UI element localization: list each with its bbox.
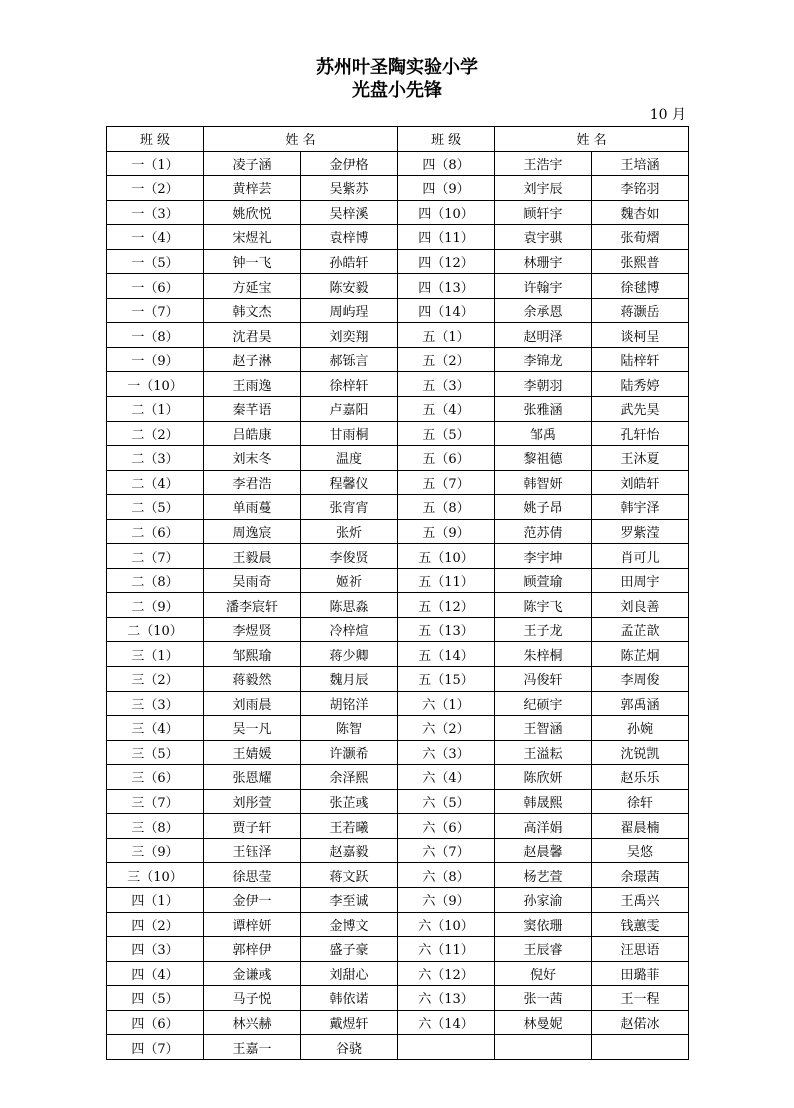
student-name-cell: 韩文杰 — [204, 298, 301, 323]
student-name-cell: 谈柯呈 — [592, 323, 689, 348]
student-name-cell: 刘良善 — [592, 593, 689, 618]
student-name-cell: 陈芷炯 — [592, 642, 689, 667]
class-cell: 二（2） — [107, 421, 204, 446]
class-cell: 二（10） — [107, 617, 204, 642]
student-name-cell: 潘李宸轩 — [204, 593, 301, 618]
class-cell: 五（4） — [398, 397, 495, 422]
class-cell: 三（4） — [107, 716, 204, 741]
student-name-cell: 郭梓伊 — [204, 937, 301, 962]
class-cell: 五（10） — [398, 544, 495, 569]
student-name-cell: 余承恩 — [495, 298, 592, 323]
student-name-cell: 沈锐凯 — [592, 740, 689, 765]
student-name-cell: 吴梓溪 — [301, 200, 398, 225]
student-name-cell: 吴一凡 — [204, 716, 301, 741]
student-name-cell: 钟一飞 — [204, 249, 301, 274]
month-label: 10 月 — [649, 107, 686, 123]
student-name-cell: 孟芷歆 — [592, 617, 689, 642]
student-name-cell: 许灏希 — [301, 740, 398, 765]
student-name-cell: 谭梓妍 — [204, 912, 301, 937]
table-row — [107, 887, 689, 912]
student-name-cell: 李君浩 — [204, 470, 301, 495]
table-row — [107, 667, 689, 692]
student-name-cell: 陆秀婷 — [592, 372, 689, 397]
table-row — [107, 838, 689, 863]
student-name-cell: 王智涵 — [495, 716, 592, 741]
table-row — [107, 716, 689, 741]
table-row — [107, 225, 689, 250]
class-cell: 五（11） — [398, 568, 495, 593]
class-cell: 五（3） — [398, 372, 495, 397]
student-name-cell: 孙皓轩 — [301, 249, 398, 274]
student-name-cell: 冯俊轩 — [495, 667, 592, 692]
student-name-cell: 孙家渝 — [495, 887, 592, 912]
class-cell: 三（10） — [107, 863, 204, 888]
table-row — [107, 151, 689, 176]
class-cell: 三（6） — [107, 765, 204, 790]
student-name-cell: 赵嘉毅 — [301, 838, 398, 863]
table-row — [107, 740, 689, 765]
student-name-cell: 温度 — [301, 446, 398, 471]
student-name-cell: 刘甜心 — [301, 961, 398, 986]
student-name-cell: 张一茜 — [495, 986, 592, 1011]
class-cell: 四（1） — [107, 887, 204, 912]
student-name-cell: 武先昊 — [592, 397, 689, 422]
student-name-cell: 蒋文跃 — [301, 863, 398, 888]
class-header: 班 级 — [398, 127, 495, 152]
student-name-cell: 倪好 — [495, 961, 592, 986]
student-name-cell: 王钰泽 — [204, 838, 301, 863]
class-cell: 五（1） — [398, 323, 495, 348]
class-cell: 六（2） — [398, 716, 495, 741]
student-name-cell: 刘末冬 — [204, 446, 301, 471]
student-name-cell: 甘雨桐 — [301, 421, 398, 446]
honor-roll-table — [106, 126, 689, 1060]
class-cell: 四（10） — [398, 200, 495, 225]
table-row — [107, 961, 689, 986]
class-cell: 一（5） — [107, 249, 204, 274]
student-name-cell: 张恩耀 — [204, 765, 301, 790]
student-name-cell: 林兴赫 — [204, 1010, 301, 1035]
table-row — [107, 421, 689, 446]
student-name-cell: 李至诚 — [301, 887, 398, 912]
student-name-cell: 蒋少卿 — [301, 642, 398, 667]
student-name-cell — [592, 1035, 689, 1060]
student-name-cell: 魏杏如 — [592, 200, 689, 225]
table-row — [107, 397, 689, 422]
student-name-cell: 陆梓轩 — [592, 347, 689, 372]
student-name-cell: 钱蕙雯 — [592, 912, 689, 937]
student-name-cell: 王嘉一 — [204, 1035, 301, 1060]
student-name-cell: 吴紫苏 — [301, 176, 398, 201]
student-name-cell: 周屿珵 — [301, 298, 398, 323]
student-name-cell: 顾萱瑜 — [495, 568, 592, 593]
table-row — [107, 446, 689, 471]
student-name-cell: 邹禹 — [495, 421, 592, 446]
student-name-cell: 黎祖德 — [495, 446, 592, 471]
student-name-cell: 赵晨馨 — [495, 838, 592, 863]
class-cell: 五（15） — [398, 667, 495, 692]
student-name-cell: 王若曦 — [301, 814, 398, 839]
student-name-cell: 谷骁 — [301, 1035, 398, 1060]
table-row — [107, 765, 689, 790]
student-name-cell: 翟晨楠 — [592, 814, 689, 839]
student-name-cell: 张熙普 — [592, 249, 689, 274]
class-cell: 五（9） — [398, 519, 495, 544]
student-name-cell: 李俊贤 — [301, 544, 398, 569]
student-name-cell: 张荀熠 — [592, 225, 689, 250]
student-name-cell: 凌子涵 — [204, 151, 301, 176]
student-name-cell: 王一程 — [592, 986, 689, 1011]
student-name-cell: 陈思淼 — [301, 593, 398, 618]
table-row — [107, 593, 689, 618]
class-cell: 四（14） — [398, 298, 495, 323]
class-cell: 四（6） — [107, 1010, 204, 1035]
class-cell: 三（2） — [107, 667, 204, 692]
student-name-cell: 韩依诺 — [301, 986, 398, 1011]
student-name-cell: 赵偌冰 — [592, 1010, 689, 1035]
student-name-cell: 陈智 — [301, 716, 398, 741]
student-name-cell: 王溢耘 — [495, 740, 592, 765]
class-cell: 六（5） — [398, 789, 495, 814]
table-row — [107, 986, 689, 1011]
student-name-cell: 王雨逸 — [204, 372, 301, 397]
student-name-cell: 肖可儿 — [592, 544, 689, 569]
student-name-cell: 徐轩 — [592, 789, 689, 814]
student-name-cell: 刘雨晨 — [204, 691, 301, 716]
table-row — [107, 937, 689, 962]
student-name-cell: 余泽熙 — [301, 765, 398, 790]
class-cell: 三（3） — [107, 691, 204, 716]
student-name-cell: 赵子淋 — [204, 347, 301, 372]
student-name-cell: 张宵宵 — [301, 495, 398, 520]
student-name-cell: 李宇坤 — [495, 544, 592, 569]
student-name-cell: 赵明泽 — [495, 323, 592, 348]
student-name-cell: 王辰睿 — [495, 937, 592, 962]
student-name-cell: 陈欣妍 — [495, 765, 592, 790]
table-row — [107, 323, 689, 348]
class-cell: 五（2） — [398, 347, 495, 372]
student-name-cell: 范苏倩 — [495, 519, 592, 544]
class-cell: 二（7） — [107, 544, 204, 569]
student-name-cell: 蒋毅然 — [204, 667, 301, 692]
name-header: 姓 名 — [495, 127, 689, 152]
student-name-cell: 王浩宇 — [495, 151, 592, 176]
class-cell: 一（6） — [107, 274, 204, 299]
student-name-cell: 黄梓芸 — [204, 176, 301, 201]
student-name-cell: 李周俊 — [592, 667, 689, 692]
student-name-cell: 马子悦 — [204, 986, 301, 1011]
student-name-cell: 李煜贤 — [204, 617, 301, 642]
class-cell: 六（11） — [398, 937, 495, 962]
student-name-cell: 徐思莹 — [204, 863, 301, 888]
student-name-cell: 戴煜轩 — [301, 1010, 398, 1035]
student-name-cell: 田周宇 — [592, 568, 689, 593]
table-row — [107, 470, 689, 495]
student-name-cell: 顾轩宇 — [495, 200, 592, 225]
table-row — [107, 912, 689, 937]
student-name-cell: 韩智妍 — [495, 470, 592, 495]
class-cell: 四（7） — [107, 1035, 204, 1060]
table-row — [107, 249, 689, 274]
class-cell: 一（8） — [107, 323, 204, 348]
student-name-cell: 朱梓桐 — [495, 642, 592, 667]
class-cell: 三（7） — [107, 789, 204, 814]
student-name-cell: 刘皓轩 — [592, 470, 689, 495]
student-name-cell: 纪硕宇 — [495, 691, 592, 716]
class-cell: 一（7） — [107, 298, 204, 323]
student-name-cell: 张雅涵 — [495, 397, 592, 422]
page-title: 苏州叶圣陶实验小学 — [316, 57, 478, 78]
table-row — [107, 789, 689, 814]
class-cell: 一（1） — [107, 151, 204, 176]
student-name-cell: 吴雨奇 — [204, 568, 301, 593]
class-cell: 六（14） — [398, 1010, 495, 1035]
class-cell: 五（7） — [398, 470, 495, 495]
class-cell: 五（6） — [398, 446, 495, 471]
student-name-cell: 田璐菲 — [592, 961, 689, 986]
table-row — [107, 691, 689, 716]
student-name-cell: 罗紫滢 — [592, 519, 689, 544]
class-cell: 五（8） — [398, 495, 495, 520]
student-name-cell: 吕皓康 — [204, 421, 301, 446]
table-row — [107, 519, 689, 544]
student-name-cell: 王婧媛 — [204, 740, 301, 765]
student-name-cell: 林珊宇 — [495, 249, 592, 274]
class-cell: 四（3） — [107, 937, 204, 962]
class-cell: 二（9） — [107, 593, 204, 618]
student-name-cell: 金伊格 — [301, 151, 398, 176]
student-name-cell: 吴悠 — [592, 838, 689, 863]
student-name-cell: 孙婉 — [592, 716, 689, 741]
class-cell: 六（6） — [398, 814, 495, 839]
class-cell: 四（8） — [398, 151, 495, 176]
class-cell: 四（5） — [107, 986, 204, 1011]
student-name-cell: 许翰宇 — [495, 274, 592, 299]
table-row — [107, 863, 689, 888]
student-name-cell: 周逸宸 — [204, 519, 301, 544]
class-cell: 四（12） — [398, 249, 495, 274]
student-name-cell: 袁宇骐 — [495, 225, 592, 250]
table-row — [107, 568, 689, 593]
student-name-cell: 韩晟熙 — [495, 789, 592, 814]
student-name-cell: 王沐夏 — [592, 446, 689, 471]
class-cell: 四（4） — [107, 961, 204, 986]
student-name-cell: 李铭羽 — [592, 176, 689, 201]
table-row — [107, 200, 689, 225]
student-name-cell: 李锦龙 — [495, 347, 592, 372]
class-cell: 二（8） — [107, 568, 204, 593]
table-row — [107, 495, 689, 520]
student-name-cell: 孔轩怡 — [592, 421, 689, 446]
student-name-cell: 郭禹涵 — [592, 691, 689, 716]
name-header: 姓 名 — [204, 127, 398, 152]
table-row — [107, 176, 689, 201]
class-cell: 四（11） — [398, 225, 495, 250]
student-name-cell: 徐梓轩 — [301, 372, 398, 397]
class-header: 班 级 — [107, 127, 204, 152]
student-name-cell: 汪思语 — [592, 937, 689, 962]
student-name-cell: 林曼妮 — [495, 1010, 592, 1035]
class-cell: 五（13） — [398, 617, 495, 642]
student-name-cell: 窦依珊 — [495, 912, 592, 937]
class-cell: 一（3） — [107, 200, 204, 225]
student-name-cell: 姬祈 — [301, 568, 398, 593]
class-cell — [398, 1035, 495, 1060]
student-name-cell: 陈安毅 — [301, 274, 398, 299]
class-cell: 二（5） — [107, 495, 204, 520]
student-name-cell: 蒋灏岳 — [592, 298, 689, 323]
student-name-cell: 方延宝 — [204, 274, 301, 299]
student-name-cell: 宋煜礼 — [204, 225, 301, 250]
student-name-cell: 金谦彧 — [204, 961, 301, 986]
student-name-cell: 王毅晨 — [204, 544, 301, 569]
student-name-cell: 秦芊语 — [204, 397, 301, 422]
table-row — [107, 814, 689, 839]
student-name-cell: 余璟茜 — [592, 863, 689, 888]
class-cell: 四（13） — [398, 274, 495, 299]
student-name-cell: 李朝羽 — [495, 372, 592, 397]
table-row — [107, 544, 689, 569]
class-cell: 五（12） — [398, 593, 495, 618]
student-name-cell: 金博文 — [301, 912, 398, 937]
class-cell: 六（10） — [398, 912, 495, 937]
table-row — [107, 1010, 689, 1035]
table-row — [107, 617, 689, 642]
class-cell: 三（9） — [107, 838, 204, 863]
class-cell: 六（9） — [398, 887, 495, 912]
student-name-cell: 魏月辰 — [301, 667, 398, 692]
class-cell: 六（1） — [398, 691, 495, 716]
class-cell: 三（1） — [107, 642, 204, 667]
class-cell: 五（5） — [398, 421, 495, 446]
student-name-cell: 王培涵 — [592, 151, 689, 176]
table-header-row — [107, 127, 689, 152]
class-cell: 二（1） — [107, 397, 204, 422]
class-cell: 三（5） — [107, 740, 204, 765]
class-cell: 六（7） — [398, 838, 495, 863]
table-row — [107, 372, 689, 397]
student-name-cell: 袁梓博 — [301, 225, 398, 250]
student-name-cell: 杨艺萱 — [495, 863, 592, 888]
student-name-cell: 徐毬博 — [592, 274, 689, 299]
table-row — [107, 347, 689, 372]
table-row — [107, 274, 689, 299]
class-cell: 六（8） — [398, 863, 495, 888]
student-name-cell: 韩宇泽 — [592, 495, 689, 520]
class-cell: 一（4） — [107, 225, 204, 250]
class-cell: 六（4） — [398, 765, 495, 790]
class-cell: 六（3） — [398, 740, 495, 765]
class-cell: 二（6） — [107, 519, 204, 544]
student-name-cell: 王子龙 — [495, 617, 592, 642]
class-cell: 二（4） — [107, 470, 204, 495]
class-cell: 四（9） — [398, 176, 495, 201]
class-cell: 三（8） — [107, 814, 204, 839]
student-name-cell: 张芷彧 — [301, 789, 398, 814]
student-name-cell: 冷梓煊 — [301, 617, 398, 642]
student-name-cell: 沈君昊 — [204, 323, 301, 348]
student-name-cell: 邹熙瑜 — [204, 642, 301, 667]
student-name-cell: 胡铭洋 — [301, 691, 398, 716]
student-name-cell: 姚子昂 — [495, 495, 592, 520]
student-name-cell: 郝铄言 — [301, 347, 398, 372]
student-name-cell: 赵乐乐 — [592, 765, 689, 790]
class-cell: 六（13） — [398, 986, 495, 1011]
table-row — [107, 1035, 689, 1060]
student-name-cell: 刘奕翔 — [301, 323, 398, 348]
student-name-cell: 张炘 — [301, 519, 398, 544]
page-subtitle: 光盘小先锋 — [352, 80, 442, 101]
class-cell: 四（2） — [107, 912, 204, 937]
student-name-cell: 盛子豪 — [301, 937, 398, 962]
student-name-cell: 单雨蔓 — [204, 495, 301, 520]
class-cell: 五（14） — [398, 642, 495, 667]
table-row — [107, 642, 689, 667]
student-name-cell: 刘宇辰 — [495, 176, 592, 201]
student-name-cell: 贾子轩 — [204, 814, 301, 839]
class-cell: 一（10） — [107, 372, 204, 397]
student-name-cell: 程馨仪 — [301, 470, 398, 495]
student-name-cell: 金伊一 — [204, 887, 301, 912]
class-cell: 六（12） — [398, 961, 495, 986]
student-name-cell: 王禹兴 — [592, 887, 689, 912]
class-cell: 一（2） — [107, 176, 204, 201]
class-cell: 二（3） — [107, 446, 204, 471]
student-name-cell: 陈宇飞 — [495, 593, 592, 618]
student-name-cell: 高洋娟 — [495, 814, 592, 839]
class-cell: 一（9） — [107, 347, 204, 372]
student-name-cell — [495, 1035, 592, 1060]
student-name-cell: 姚欣悦 — [204, 200, 301, 225]
table-row — [107, 298, 689, 323]
student-name-cell: 卢嘉阳 — [301, 397, 398, 422]
student-name-cell: 刘彤萱 — [204, 789, 301, 814]
